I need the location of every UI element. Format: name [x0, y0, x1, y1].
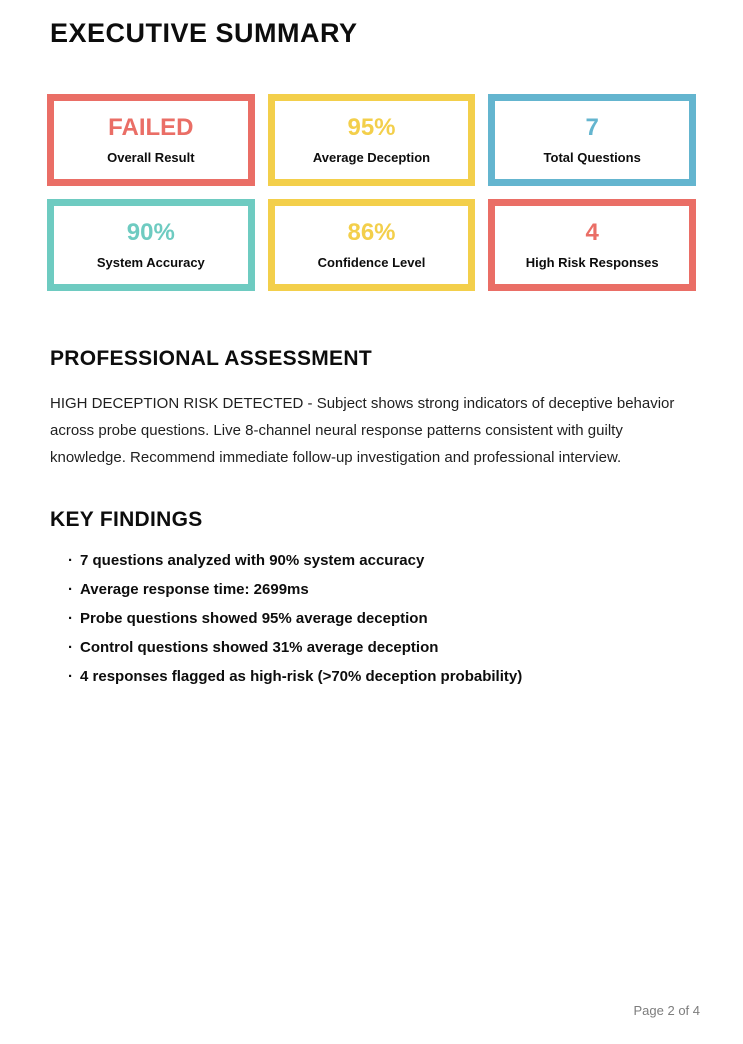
findings-list [68, 553, 696, 684]
stat-card [268, 199, 476, 291]
stat-card-label: High Risk Responses [525, 255, 659, 270]
bullet-dot: · [68, 639, 73, 656]
bullet-dot: · [68, 668, 73, 685]
stat-card-label: Average Deception [312, 150, 431, 165]
stat-cards-grid [47, 94, 696, 291]
stat-card-label: Overall Result [107, 150, 195, 165]
finding-item [68, 553, 696, 568]
page-title: EXECUTIVE SUMMARY [50, 18, 358, 48]
stat-card-label: System Accuracy [96, 255, 205, 270]
stat-card [488, 94, 696, 186]
stat-card-value: 95% [347, 114, 396, 141]
finding-item [68, 582, 696, 597]
finding-text: Probe questions showed 95% average deception [80, 610, 428, 627]
stat-card-value: 86% [347, 219, 396, 246]
finding-text: 7 questions analyzed with 90% system accuracy [80, 552, 425, 569]
stat-card-value: 4 [585, 219, 599, 246]
stat-card-label: Confidence Level [317, 255, 426, 270]
stat-card [47, 199, 255, 291]
stat-card [488, 199, 696, 291]
stat-card-value: 90% [126, 219, 175, 246]
bullet-dot: · [68, 552, 73, 569]
assessment-body-text: HIGH DECEPTION RISK DETECTED - Subject shows strong indicators of deceptive behavior across probe questions. Live 8-channel neural response patterns consistent with guilty knowledge. Recommend immediate follow-up investigation and professional interview. [50, 395, 675, 466]
bullet-dot: · [68, 610, 73, 627]
finding-text: Average response time: 2699ms [80, 581, 309, 598]
page-number: Page 2 of 4 [633, 1003, 700, 1018]
finding-item [68, 669, 696, 684]
stat-card-value: FAILED [108, 114, 194, 141]
findings-heading: KEY FINDINGS [50, 508, 203, 531]
finding-text: Control questions showed 31% average deception [80, 639, 439, 656]
finding-item [68, 611, 696, 626]
finding-text: 4 responses flagged as high-risk (>70% deception probability) [80, 668, 523, 685]
bullet-dot: · [68, 581, 73, 598]
stat-card [47, 94, 255, 186]
assessment-heading: PROFESSIONAL ASSESSMENT [50, 347, 372, 370]
finding-item [68, 640, 696, 655]
stat-card-value: 7 [585, 114, 599, 141]
stat-card [268, 94, 476, 186]
stat-card-label: Total Questions [543, 150, 641, 165]
